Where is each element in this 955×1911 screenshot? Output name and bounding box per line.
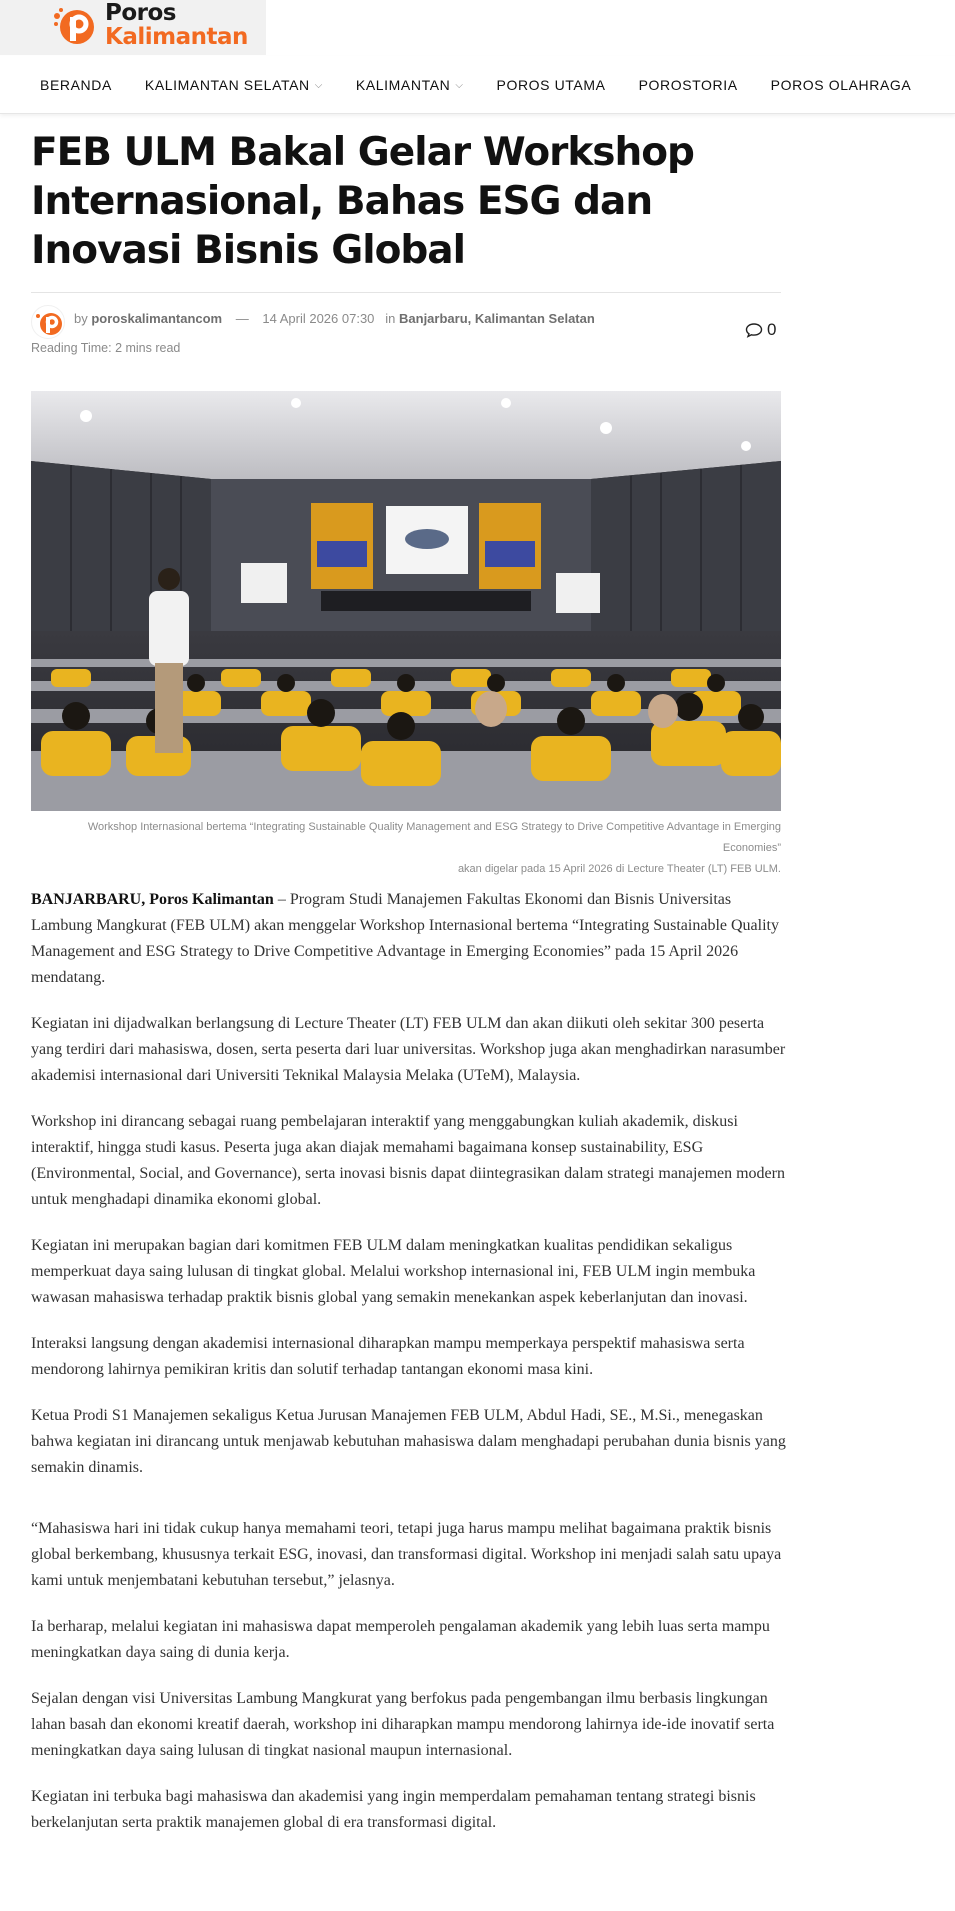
paragraph-text: – Program Studi Manajemen Fakultas Ekonomi dan Bisnis Universitas Lambung Mangkurat (FEB ULM) akan menggelar Workshop Internasional bertema “Integrating Sustainable Quality Management and ESG Strategy to Drive Competitive Advantage in Emerging Economies” pada 15 April 2026 mendatang.	[31, 891, 779, 986]
logo-text	[105, 2, 248, 49]
meta-by: by	[74, 311, 88, 326]
title-divider	[31, 292, 781, 293]
paragraph	[31, 887, 786, 991]
nav-item-poros-olahraga[interactable]	[771, 77, 912, 93]
article-body	[31, 887, 786, 1856]
post-date: 14 April 2026 07:30	[262, 311, 375, 326]
author-avatar[interactable]	[31, 305, 65, 339]
featured-image	[31, 391, 781, 811]
nav-label: KALIMANTAN SELATAN	[144, 77, 310, 93]
poros-logo-icon	[52, 6, 98, 48]
paragraph: Sejalan dengan visi Universitas Lambung Mangkurat yang berfokus pada pengembangan ilmu berbasis lingkungan lahan basah dan ekonomi kreatif daerah, workshop ini diharapkan mampu mendorong lahirnya ide-ide inovatif serta meningkatkan daya saing lulusan di tingkat nasional maupun internasional.	[31, 1690, 775, 1759]
chevron-down-icon: ⌵	[314, 79, 323, 91]
paragraph: Workshop ini dirancang sebagai ruang pembelajaran interaktif yang menggabungkan kuliah akademik, diskusi interaktif, hingga studi kasus. Peserta juga akan diajak memahami bagaimana konsep sustainability, ESG (Environmental, Social, and Governance), serta inovasi bisnis dapat diintegrasikan dalam strategi manajemen modern untuk menghadapi dinamika ekonomi global.	[31, 1113, 785, 1208]
nav-label: POROS UTAMA	[496, 77, 606, 93]
nav-label: POROS OLAHRAGA	[770, 77, 912, 93]
paragraph: Ketua Prodi S1 Manajemen sekaligus Ketua Jurusan Manajemen FEB ULM, Abdul Hadi, SE., M.Si., menegaskan bahwa kegiatan ini dirancang untuk menjawab kebutuhan mahasiswa dalam menghadapi perubahan dunia bisnis yang semakin dinamis.	[31, 1407, 786, 1476]
nav-item-porostoria[interactable]	[639, 77, 738, 93]
author-avatar-icon	[32, 306, 65, 339]
nav-label: POROSTORIA	[638, 77, 738, 93]
nav-item-poros-utama[interactable]	[497, 77, 606, 93]
nav-label: BERANDA	[40, 77, 112, 93]
nav-label: KALIMANTAN	[355, 77, 451, 93]
dateline: BANJARBARU, Poros Kalimantan	[31, 891, 274, 908]
paragraph: Kegiatan ini dijadwalkan berlangsung di Lecture Theater (LT) FEB ULM dan akan diikuti oleh sekitar 300 peserta yang terdiri dari mahasiswa, dosen, serta peserta dari luar universitas. Workshop juga akan menghadirkan narasumber akademisi internasional dari Universiti Teknikal Malaysia Melaka (UTeM), Malaysia.	[31, 1015, 786, 1084]
author-link[interactable]: poroskalimantancom	[91, 311, 223, 326]
comment-count-link[interactable]	[745, 320, 776, 340]
chevron-down-icon: ⌵	[455, 79, 464, 91]
paragraph: Ia berharap, melalui kegiatan ini mahasiswa dapat memperoleh pengalaman akademik yang lebih luas serta mampu meningkatkan daya saing di dunia kerja.	[31, 1618, 770, 1661]
nav-item-kalimantan-selatan[interactable]	[145, 77, 323, 93]
paragraph: Kegiatan ini terbuka bagi mahasiswa dan akademisi yang ingin memperdalam pemahaman tentang strategi bisnis berkelanjutan serta praktik manajemen global di era transformasi digital.	[31, 1788, 756, 1831]
logo-line1: Poros	[105, 0, 176, 26]
workshop-hall-image	[31, 391, 781, 811]
paragraph: Interaksi langsung dengan akademisi internasional diharapkan mampu memperkaya perspektif mahasiswa serta mendorong lahirnya pemikiran kritis dan solutif terhadap tantangan ekonomi masa kini.	[31, 1335, 745, 1378]
category-links[interactable]: Banjarbaru, Kalimantan Selatan	[399, 311, 595, 326]
meta-in: in	[385, 311, 396, 326]
caption-line-1: Workshop Internasional bertema “Integrating Sustainable Quality Management and ESG Strategy to Drive Competitive Advantage in Emerging Economies”	[87, 821, 781, 854]
logo-line2: Kalimantan	[105, 24, 248, 50]
paragraph: Kegiatan ini merupakan bagian dari komitmen FEB ULM dalam meningkatkan kualitas pendidikan sekaligus memperkuat daya saing lulusan di tingkat global. Melalui workshop internasional ini, FEB ULM ingin membuka wawasan mahasiswa terhadap praktik bisnis global yang semakin menekankan aspek keberlanjutan dan inovasi.	[31, 1237, 756, 1306]
comment-count: 0	[767, 320, 777, 339]
article-meta	[74, 311, 595, 326]
quote-paragraph: “Mahasiswa hari ini tidak cukup hanya memahami teori, tetapi juga harus mampu melihat bagaimana praktik bisnis global berkembang, khususnya terkait ESG, inovasi, dan transformasi digital. Workshop ini menjadi salah satu upaya kami untuk menjembatani kebutuhan tersebut,” jelasnya.	[31, 1520, 782, 1589]
caption-line-2: akan digelar pada 15 April 2026 di Lecture Theater (LT) FEB ULM.	[457, 863, 781, 875]
nav-item-beranda[interactable]	[40, 77, 112, 93]
reading-time: Reading Time: 2 mins read	[31, 341, 181, 355]
meta-dash: —	[235, 311, 249, 326]
article-title: FEB ULM Bakal Gelar Workshop Internasional, Bahas ESG dan Inovasi Bisnis Global	[31, 130, 694, 273]
nav-item-kalimantan[interactable]	[356, 77, 464, 93]
site-logo[interactable]	[0, 0, 266, 55]
comment-bubble-icon	[745, 322, 763, 338]
image-caption	[31, 817, 781, 880]
main-nav	[0, 56, 955, 114]
